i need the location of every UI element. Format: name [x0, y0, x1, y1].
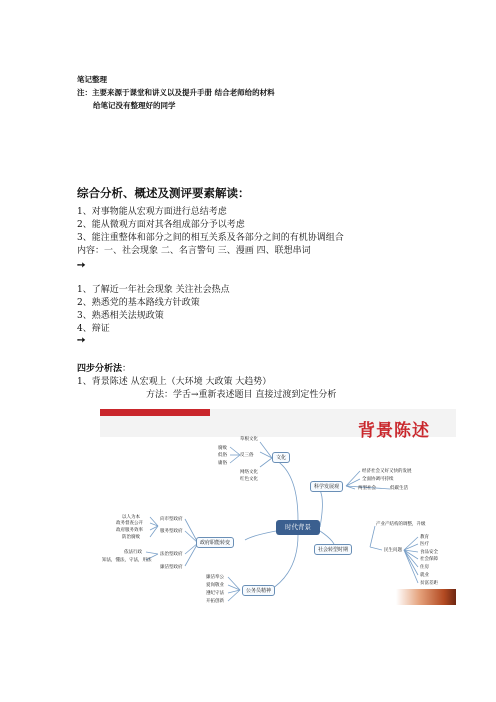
mindmap-leaf: 就业	[420, 573, 429, 578]
method-heading-colon: ：	[122, 364, 132, 374]
arrow-icon: ➙	[77, 335, 86, 346]
mindmap-leaf: 医疗	[420, 542, 429, 547]
note-line-1: 注：主要来源于课堂和讲义以及提升手册 结合老师给的材料	[77, 88, 275, 97]
mindmap-leaf: 防治腐败	[122, 535, 140, 540]
mindmap-leaf: 经济社会又好又快的发展	[362, 469, 412, 474]
branch-social-transition: 社会转型时期	[314, 544, 352, 555]
mindmap-leaf: 红色文化	[240, 477, 258, 482]
mindmap-leaf: 低俗	[218, 453, 227, 458]
mindmap-leaf: 开拓创新	[206, 599, 224, 604]
mindmap-leaf: 草根文化	[240, 437, 258, 442]
central-node: 时代背景	[276, 520, 320, 535]
mindmap-leaf: 庸俗	[218, 461, 227, 466]
mindmap-leaf: 知法，懂法，守法，用法	[102, 558, 152, 563]
section-heading: 综合分析、概述及测评要素解读：	[77, 186, 250, 200]
mindmap-leaf: 遵纪守法	[206, 591, 224, 596]
mindmap-leaf: 贫富差距	[420, 581, 438, 586]
mindmap-title: 背景陈述	[358, 421, 430, 441]
list-item: 2、熟悉党的基本路线方针政策	[77, 298, 200, 308]
background-statement-line: 1、背景陈述 从宏观上（大环境 大政策 大趋势）	[77, 377, 272, 387]
list-item: 1、了解近一年社会现象 关注社会热点	[77, 285, 230, 295]
method-heading	[77, 361, 131, 374]
list-item: 2、能从微观方面对其各组成部分予以考虑	[77, 220, 245, 230]
mindmap-leaf: 爱岗敬业	[206, 583, 224, 588]
mindmap-leaf: 法治型政府	[160, 552, 183, 557]
branch-government-transformation: 政府职能转变	[196, 537, 234, 548]
mindmap-leaf: 产业产结构的调整，升级	[376, 522, 426, 527]
mindmap-leaf: 住房	[420, 565, 429, 570]
mindmap-leaf: 依法行政	[124, 550, 142, 555]
mindmap-leaf: 网络文化	[240, 470, 258, 475]
branch-culture: 文化	[272, 452, 290, 463]
mindmap-leaf: 政府服务效率	[116, 528, 143, 533]
mindmap-leaf: 服务型政府	[160, 529, 183, 534]
branch-scientific-outlook: 科学发展观	[310, 481, 343, 492]
method-heading-label: 四步分析法	[77, 364, 123, 374]
content-line: 内容：一、社会现象 二、名言警句 三、漫画 四、联想串词	[77, 246, 311, 256]
mindmap-leaf: 全面协调可持续	[362, 477, 394, 482]
mindmap-leaf: 低碳生活	[390, 486, 408, 491]
list-item: 3、熟悉相关法规政策	[77, 311, 164, 321]
mindmap-leaf: 教育	[420, 535, 429, 540]
mindmap-leaf: 民生问题	[384, 548, 402, 553]
list-item: 3、能注重整体和部分之间的相互关系及各部分之间的有机协调组合	[77, 233, 344, 243]
mindmap-leaf: 两型社会	[358, 486, 376, 491]
mindmap-leaf: 社会保障	[420, 557, 438, 562]
notes-title: 笔记整理	[77, 75, 107, 84]
mindmap-leaf: 向市型政府	[160, 517, 183, 522]
mindmap-leaf: 食品安全	[420, 550, 438, 555]
method-line: 方法：学舌→重新表述题目 直接过渡到定性分析	[146, 390, 337, 400]
list-item: 4、辩证	[77, 324, 110, 334]
decorative-corner-image	[396, 589, 456, 605]
mindmap-leaf: 腐败	[218, 446, 227, 451]
mindmap-connectors	[100, 409, 456, 605]
arrow-icon: ➙	[77, 260, 86, 271]
list-item: 1、对事物能从宏观方面进行总结考虑	[77, 207, 227, 217]
mindmap-leaf: 反三俗	[240, 453, 254, 458]
mindmap-leaf: 政务督查公开	[116, 521, 143, 526]
mindmap-leaf: 以人为本	[122, 515, 140, 520]
branch-civil-servant-spirit: 公务员精神	[242, 585, 275, 596]
mindmap-leaf: 廉洁奉公	[206, 575, 224, 580]
note-line-2: 给笔记没有整理好的同学	[93, 101, 176, 110]
mindmap-figure	[100, 409, 456, 605]
mindmap-leaf: 廉洁型政府	[160, 565, 183, 570]
